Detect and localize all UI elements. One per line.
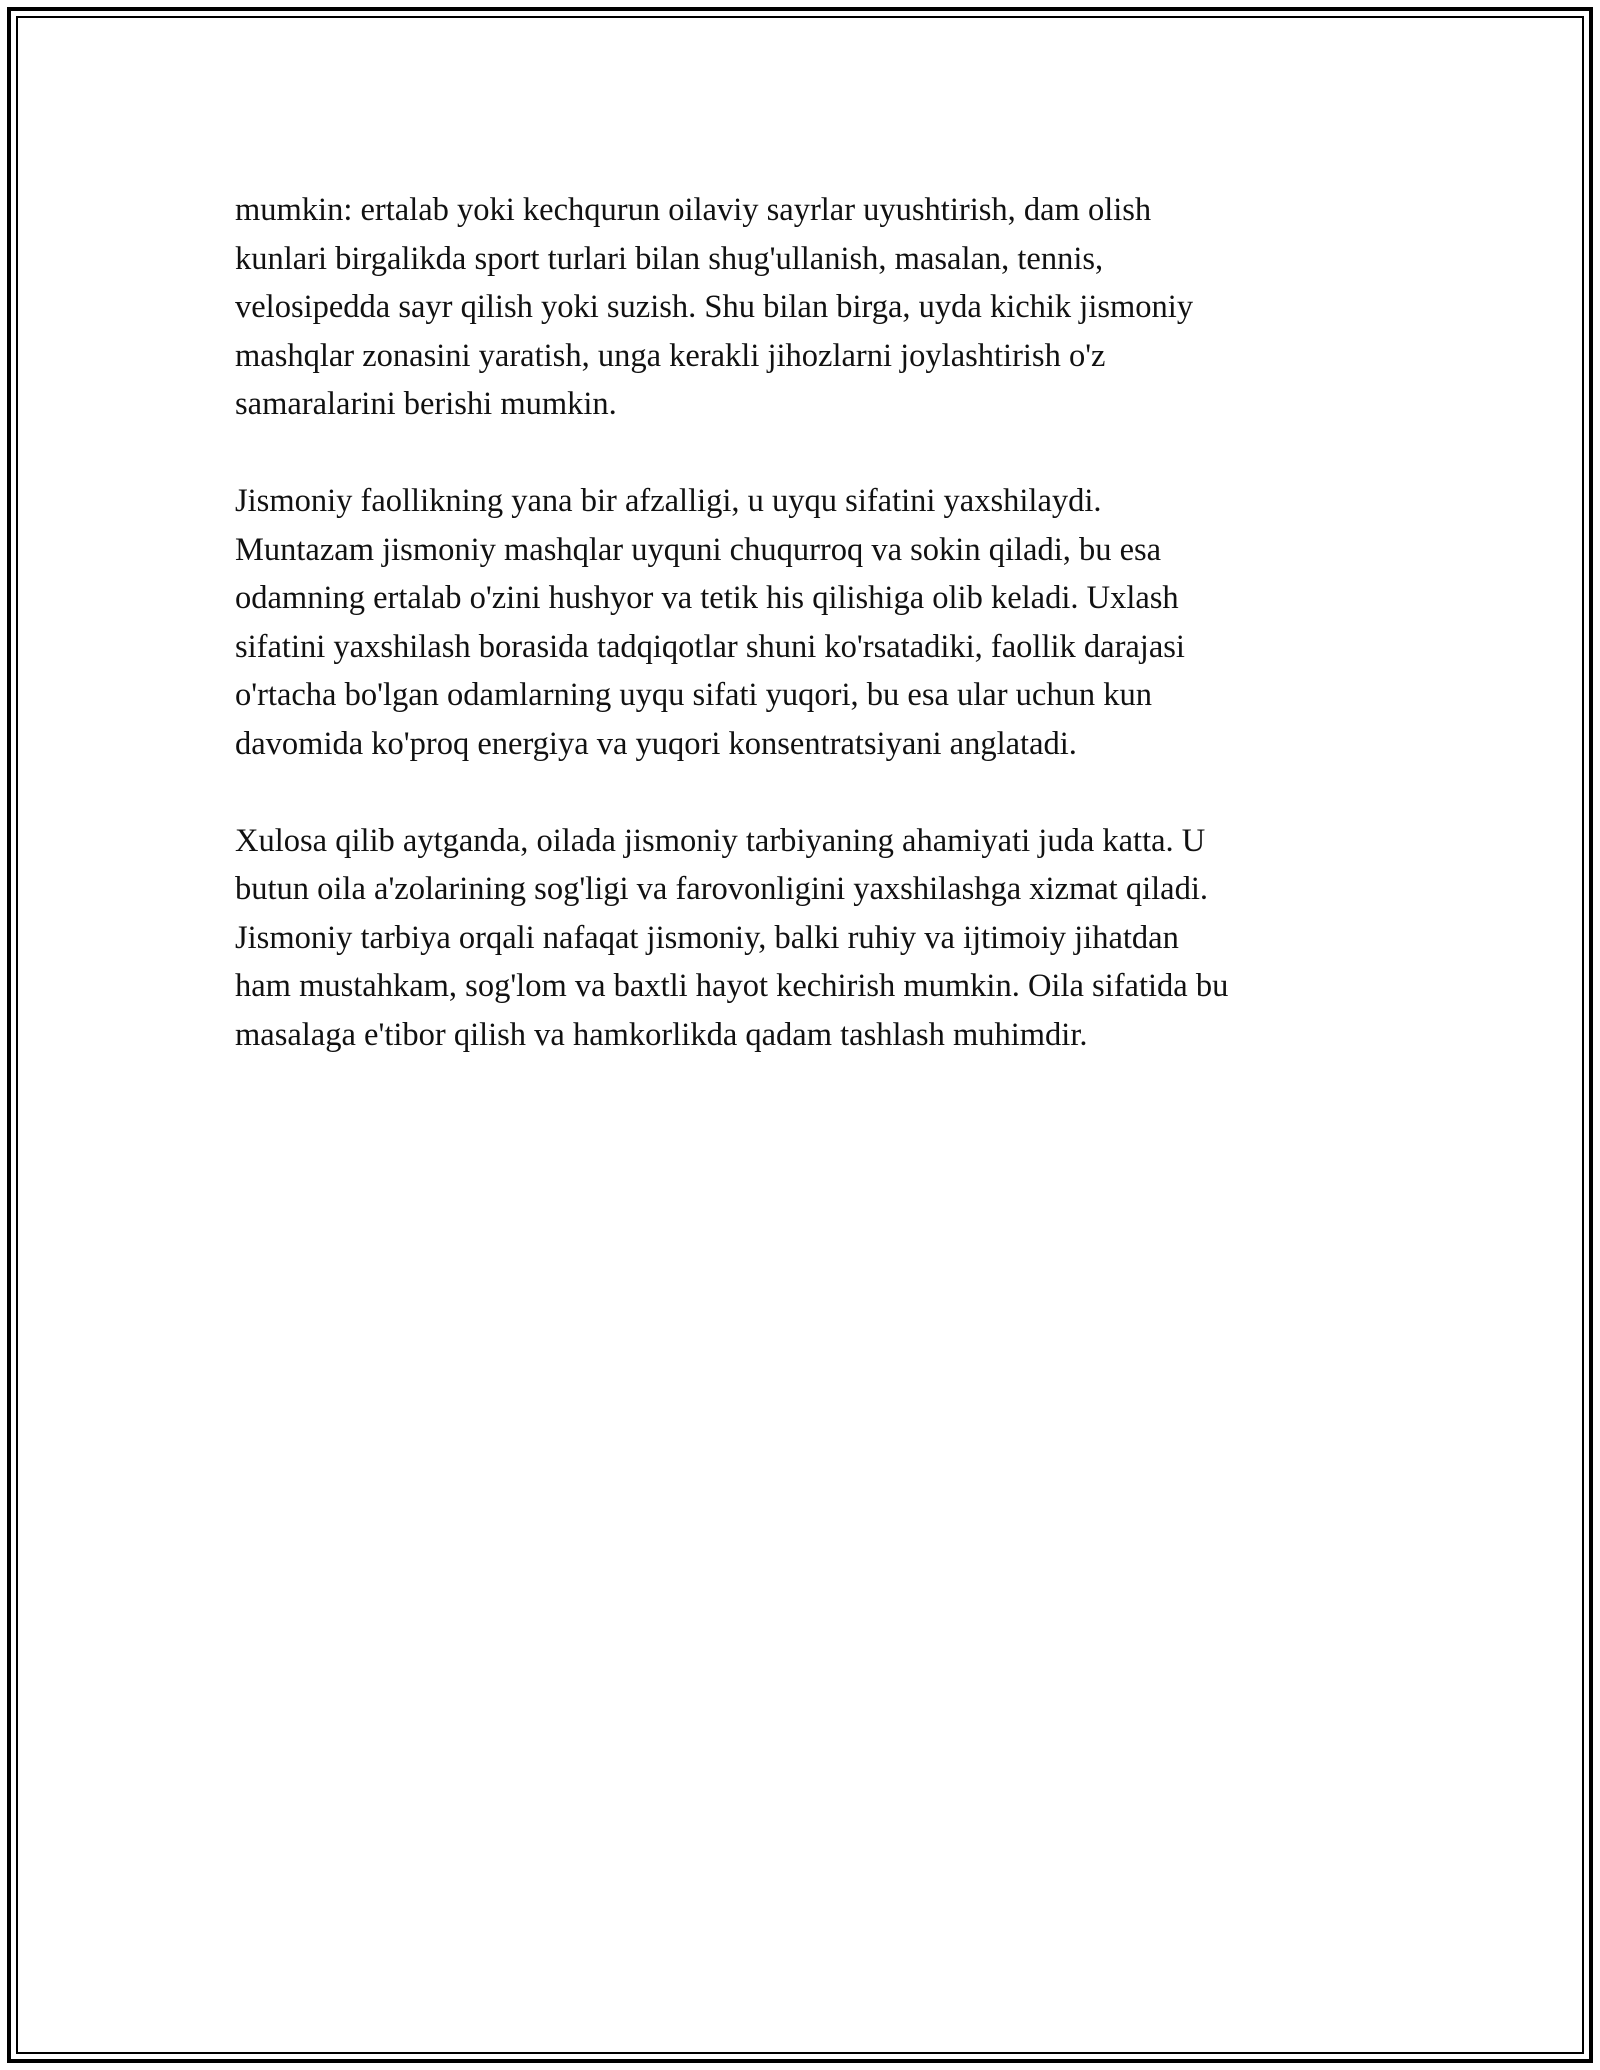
paragraph-family-activities: mumkin: ertalab yoki kechqurun oilaviy sayrlar uyushtirish, dam olish kunlari birgalikda sport turlari bilan shug'ullanish, masalan, tennis, velosipedda sayr qilish yoki suzish. Shu bilan birga, uyda kichik jismoniy mashqlar zonasini yaratish, unga kerakli jihozlarni joylashtirish o'z samaralarini berishi mumkin. <box>235 192 1194 422</box>
paragraph-conclusion: Xulosa qilib aytganda, oilada jismoniy tarbiyaning ahamiyati juda katta. U butun oila a'zolarining sog'ligi va farovonligini yaxshilashga xizmat qiladi. Jismoniy tarbiya orqali nafaqat jismoniy, balki ruhiy va ijtimoiy jihatdan ham mustahkam, sog'lom va baxtli hayot kechirish mumkin. Oila sifatida bu masalaga e'tibor qilish va hamkorlikda qadam tashlash muhimdir. <box>235 822 1229 1053</box>
paragraph-sleep-quality: Jismoniy faollikning yana bir afzalligi, u uyqu sifatini yaxshilaydi. Muntazam jismoniy mashqlar uyquni chuqurroq va sokin qiladi, bu esa odamning ertalab o'zini hushyor va tetik his qilishiga olib keladi. Uxlash sifatini yaxshilash borasida tadqiqotlar shuni ko'rsatadiki, faollik darajasi o'rtacha bo'lgan odamlarning uyqu sifati yuqori, bu esa ular uchun kun davomida ko'proq energiya va yuqori konsentratsiyani anglatadi. <box>235 483 1185 762</box>
document-body <box>235 186 1375 1059</box>
